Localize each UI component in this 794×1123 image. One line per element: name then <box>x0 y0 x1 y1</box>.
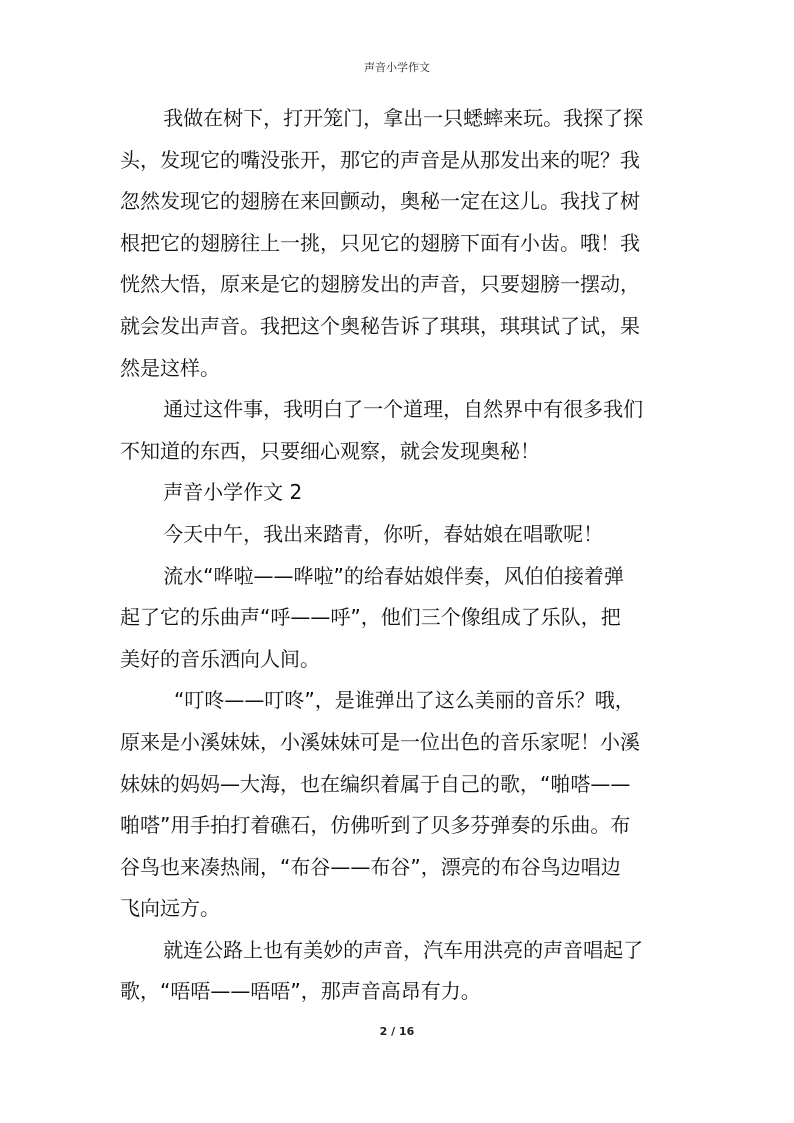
page-number: 2 / 16 <box>379 1025 415 1038</box>
text-line: 飞向远方。 <box>120 896 220 921</box>
text-line: 头，发现它的嘴没张开，那它的声音是从那发出来的呢？我 <box>120 147 640 172</box>
text-line: 原来是小溪妹妹，小溪妹妹可是一位出色的音乐家呢！小溪 <box>120 729 640 754</box>
text-line: 忽然发现它的翅膀在来回颤动，奥秘一定在这儿。我找了树 <box>120 189 640 214</box>
text-line: 流水“哗啦——哗啦”的给春姑娘伴奏，风伯伯接着弹 <box>163 563 624 588</box>
text-line: 起了它的乐曲声“呼——呼”，他们三个像组成了乐队，把 <box>120 605 621 630</box>
text-line: 就会发出声音。我把这个奥秘告诉了琪琪，琪琪试了试，果 <box>120 313 640 338</box>
document-body <box>120 98 680 1013</box>
text-line: 不知道的东西，只要细心观察，就会发现奥秘！ <box>120 438 540 463</box>
text-line: 就连公路上也有美妙的声音，汽车用洪亮的声音唱起了 <box>163 937 644 962</box>
text-line: 根把它的翅膀往上一挑，只见它的翅膀下面有小齿。哦！我 <box>120 230 640 255</box>
text-line: 恍然大悟，原来是它的翅膀发出的声音，只要翅膀一摆动， <box>120 272 640 297</box>
text-line: 今天中午，我出来踏青，你听，春姑娘在唱歌呢！ <box>163 521 604 546</box>
page-header: 声音小学作文 <box>364 61 430 74</box>
text-line: 谷鸟也来凑热闹，“布谷——布谷”，漂亮的布谷鸟边唱边 <box>120 854 621 879</box>
text-line: 美好的音乐洒向人间。 <box>120 646 320 671</box>
text-line: 我做在树下，打开笼门，拿出一只蟋蟀来玩。我探了探 <box>163 106 644 130</box>
text-line: “叮咚——叮咚”，是谁弹出了这么美丽的音乐？哦， <box>174 688 635 713</box>
text-line: 然是这样。 <box>120 355 220 380</box>
text-line: 啪嗒”用手拍打着礁石，仿佛听到了贝多芬弹奏的乐曲。布 <box>120 813 631 838</box>
text-line: 歌，“唔唔——唔唔”，那声音高昂有力。 <box>120 979 481 1004</box>
text-line: 通过这件事，我明白了一个道理，自然界中有很多我们 <box>163 397 644 422</box>
text-line: 妹妹的妈妈—大海，也在编织着属于自己的歌，“啪嗒—— <box>120 771 631 796</box>
section-heading: 声音小学作文 2 <box>163 480 303 505</box>
